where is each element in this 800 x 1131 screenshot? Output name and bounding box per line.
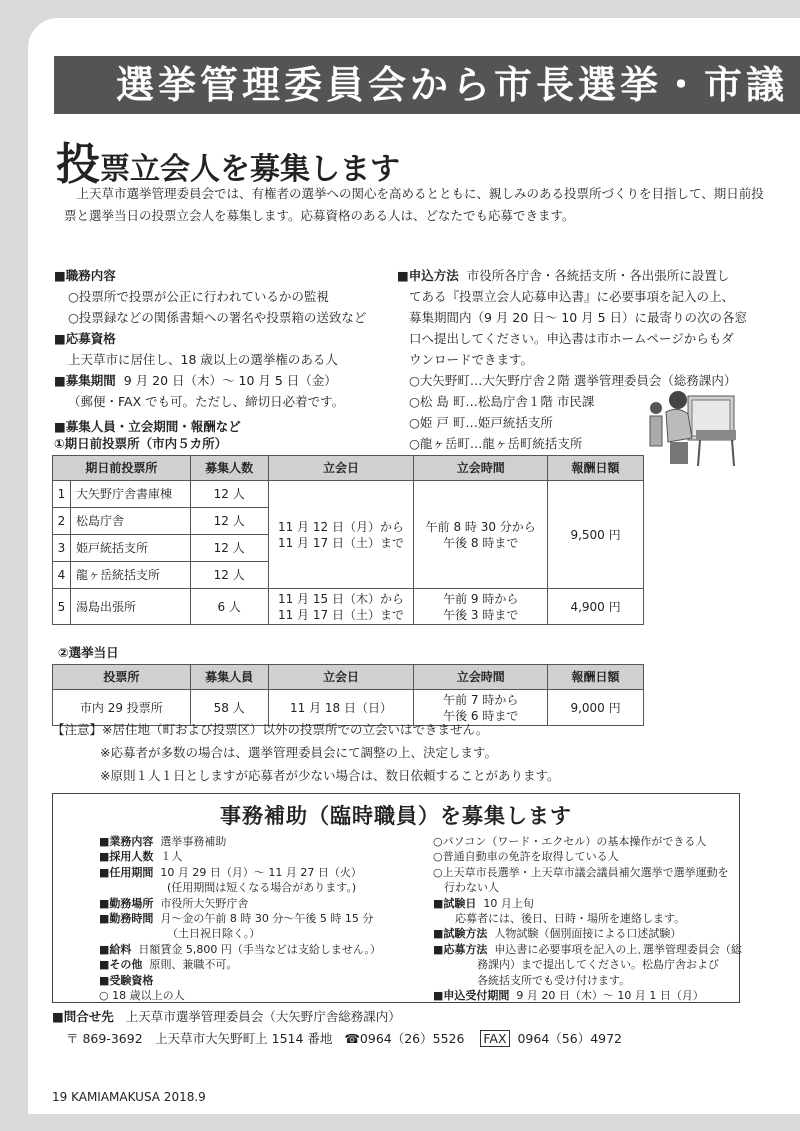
apply-line: てある『投票立会人応募申込書』に必要事項を記入の上、 <box>409 289 735 304</box>
box-item-value: ○普通自動車の免許を取得している人 <box>433 850 619 864</box>
table1-header: 期日前投票所 <box>53 456 191 481</box>
box-item-key: ■勤務場所 <box>99 896 154 910</box>
time-line: 午後 3 時まで <box>443 607 519 622</box>
box-item <box>433 880 742 895</box>
box-item-value: 応募者には、後日、日時・場所を連絡します。 <box>433 912 686 926</box>
heading-initial: 投 <box>56 139 100 190</box>
table2-header: 立会日 <box>268 665 414 690</box>
office-item: ○龍ヶ岳町…龍ヶ岳町統括支所 <box>409 436 583 451</box>
note-line: ※原則１人１日としますが応募者が少ない場合は、数日依頼することがあります。 <box>100 768 560 783</box>
duty-item: ○投票録などの関係書類への署名や投票箱の送致など <box>68 310 367 325</box>
box-item <box>433 865 742 880</box>
early-voting-table <box>52 455 644 625</box>
table1-header: 報酬日額 <box>548 456 644 481</box>
box-item-value: 原則、兼職不可。 <box>149 958 238 972</box>
table2-header: 立会時間 <box>414 665 548 690</box>
box-item <box>99 973 381 988</box>
clerical-assistant-box <box>52 793 740 1003</box>
box-item <box>99 957 381 972</box>
box-item-value: 行わない人 <box>433 881 499 895</box>
box-item-value: 10 月上旬 <box>483 896 534 910</box>
dates-line: 11 月 17 日（土）まで <box>277 607 404 622</box>
duty-item: ○投票所で投票が公正に行われているかの監視 <box>68 289 329 304</box>
section2-subheading: ②選挙当日 <box>58 645 119 660</box>
daily-pay: 9,500 円 <box>548 481 644 589</box>
table1-header: 立会時間 <box>414 456 548 481</box>
phone-number: 0964（26）5526 <box>359 1031 465 1046</box>
contact-org: 上天草市選挙管理委員会（大矢野庁舎総務課内） <box>125 1009 401 1024</box>
box-item <box>433 849 742 864</box>
box-item <box>99 896 381 911</box>
box-item-key: ■給料 <box>99 942 132 956</box>
attendance-time <box>414 481 548 589</box>
box-item-value: 選挙事務補助 <box>160 835 227 848</box>
box-item <box>433 942 742 957</box>
table2-header: 募集人員 <box>190 665 268 690</box>
box-item-value: 10 月 29 日（月）～ 11 月 27 日（火） <box>160 865 362 879</box>
qualification-text: 上天草市に居住し、18 歳以上の選挙権のある人 <box>68 352 338 367</box>
attendance-dates: 11 月 18 日（日） <box>268 690 414 726</box>
box-item <box>99 849 381 864</box>
box-item-value: 各統括支所でも受け付けます。 <box>433 973 631 987</box>
venue-count: 58 人 <box>190 690 268 726</box>
box-right-column <box>433 834 742 1003</box>
note-line: 【注意】※居住地（町および投票区）以外の投票所での立会いはできません。 <box>52 722 489 737</box>
table1-header: 立会日 <box>268 456 414 481</box>
fax-label: FAX <box>480 1030 509 1047</box>
box-item <box>99 865 381 880</box>
box-item-key: ■採用人数 <box>99 850 154 864</box>
intro-paragraph: 上天草市選挙管理委員会では、有権者の選挙への関心を高めるとともに、親しみのある投票所づくりを目指して、期日前投票と選挙当日の投票立会人を募集します。応募資格のある人は、どなたでも応募できます。 <box>64 186 764 223</box>
note-line: ※応募者が多数の場合は、選挙管理委員会にて調整の上、決定します。 <box>100 745 497 760</box>
time-line: 午前 9 時から <box>443 591 519 606</box>
box-item-key: ■試験方法 <box>433 927 488 941</box>
attendance-dates <box>268 481 414 589</box>
apply-line: 募集期間内（9 月 20 日～ 10 月 5 日）に最寄りの次の各窓 <box>409 310 748 325</box>
row-number: 5 <box>53 589 71 625</box>
box-item-value: (任用期間は短くなる場合があります。) <box>167 881 357 895</box>
box-item-value: ○ 18 歳以上の人 <box>99 989 185 1003</box>
dates-line: 11 月 12 日（月）から <box>277 519 404 534</box>
table-row <box>53 481 644 508</box>
left-column <box>54 265 366 412</box>
box-item-value: １人 <box>160 850 183 864</box>
table2-header: 投票所 <box>53 665 191 690</box>
box-item-key: ■試験日 <box>433 896 477 910</box>
heading-rest: 票立会人を募集します <box>100 152 400 187</box>
venue-name: 松島庁舎 <box>70 508 190 535</box>
venue-name: 市内 29 投票所 <box>53 690 191 726</box>
box-item <box>99 834 381 849</box>
box-item <box>433 896 742 911</box>
dates-line: 11 月 17 日（土）まで <box>277 535 404 550</box>
time-line: 午前 7 時から <box>443 692 519 707</box>
box-item <box>99 911 381 926</box>
box-item <box>99 988 381 1003</box>
election-day-table <box>52 664 644 726</box>
period-heading: ■募集期間 <box>54 373 116 388</box>
box-item-value: 9 月 20 日（木）～ 10 月 1 日（月） <box>516 989 704 1003</box>
office-item: ○大矢野町…大矢野庁舎２階 選挙管理委員会（総務課内） <box>409 373 737 388</box>
box-item <box>99 880 381 895</box>
office-item: ○姫 戸 町…姫戸統括支所 <box>409 415 553 430</box>
venue-count: 12 人 <box>190 535 268 562</box>
venue-name: 大矢野庁舎書庫棟 <box>70 481 190 508</box>
box-left-column <box>99 834 381 1003</box>
table2-header: 報酬日額 <box>548 665 644 690</box>
box-item <box>433 988 742 1003</box>
fax-number: 0964（56）4972 <box>517 1031 623 1046</box>
row-number: 1 <box>53 481 71 508</box>
row-number: 2 <box>53 508 71 535</box>
contact-heading: ■問合せ先 <box>52 1009 114 1024</box>
period-text: 9 月 20 日（木）～ 10 月 5 日（金） <box>123 373 337 388</box>
box-item <box>433 973 742 988</box>
table1-header: 募集人数 <box>190 456 268 481</box>
time-line: 午前 8 時 30 分から <box>425 519 536 534</box>
page-footer: 19 KAMIAMAKUSA 2018.9 <box>52 1090 206 1104</box>
table-row <box>53 589 644 625</box>
box-item-value: 市役所大矢野庁舎 <box>160 896 249 910</box>
apply-heading: ■申込方法 <box>397 268 459 283</box>
box-item <box>99 926 381 941</box>
box-item-key: ■応募方法 <box>433 942 488 956</box>
box-item-value: ○パソコン（ワード・エクセル）の基本操作ができる人 <box>433 835 707 848</box>
daily-pay: 9,000 円 <box>548 690 644 726</box>
duties-heading: ■職務内容 <box>54 268 116 283</box>
qualification-heading: ■応募資格 <box>54 331 116 346</box>
phone-icon: ☎ <box>344 1031 360 1046</box>
box-item <box>99 942 381 957</box>
box-item-value: ○上天草市長選挙・上天草市議会議員補欠選挙で選挙運動を <box>433 865 729 879</box>
attendance-time <box>414 589 548 625</box>
apply-line: 口へ提出してください。申込書は市ホームページからもダ <box>409 331 734 346</box>
box-item-key: ■申込受付期間 <box>433 989 510 1003</box>
box-item-value: 人物試験（個別面接による口述試験） <box>494 927 682 941</box>
venue-count: 12 人 <box>190 562 268 589</box>
box-item-value: （土日祝日除く。） <box>167 927 261 941</box>
section1-heading: ■募集人員・立会期間・報酬など <box>54 419 241 434</box>
box-item-value: 月～金の午前 8 時 30 分～午後 5 時 15 分 <box>160 912 374 926</box>
contact-info <box>52 1006 622 1050</box>
daily-pay: 4,900 円 <box>548 589 644 625</box>
box-item-value: 務課内）まで提出してください。松島庁舎および <box>433 958 719 972</box>
venue-name: 龍ヶ岳統括支所 <box>70 562 190 589</box>
box-title: 事務補助（臨時職員）を募集します <box>220 804 572 828</box>
dates-line: 11 月 15 日（木）から <box>277 591 404 606</box>
office-item: ○松 島 町…松島庁舎１階 市民課 <box>409 394 595 409</box>
venue-name: 湯島出張所 <box>70 589 190 625</box>
notes <box>52 718 559 787</box>
venue-count: 12 人 <box>190 508 268 535</box>
page <box>28 18 800 1114</box>
venue-name: 姫戸統括支所 <box>70 535 190 562</box>
box-item-key: ■勤務時間 <box>99 912 154 926</box>
time-line: 午後 6 時まで <box>443 708 519 723</box>
box-item-key: ■任用期間 <box>99 865 154 879</box>
postal-address: 〒 869-3692 上天草市大矢野町上 1514 番地 <box>66 1031 333 1046</box>
row-number: 3 <box>53 535 71 562</box>
box-item <box>433 911 742 926</box>
box-item-value: 申込書に必要事項を記入の上､選挙管理委員会（総 <box>494 942 742 956</box>
intro-text <box>64 183 764 227</box>
voting-illustration-icon <box>648 378 744 468</box>
banner-title: 選挙管理委員会から市長選挙・市議 <box>54 56 800 114</box>
box-item <box>433 834 742 849</box>
box-item <box>433 926 742 941</box>
box-item-key: ■その他 <box>99 958 143 972</box>
venue-count: 6 人 <box>190 589 268 625</box>
apply-line: ウンロードできます。 <box>409 352 534 367</box>
box-item <box>433 957 742 972</box>
section1-subheading: ①期日前投票所（市内５カ所） <box>54 436 228 451</box>
box-item-key: ■受験資格 <box>99 973 154 987</box>
row-number: 4 <box>53 562 71 589</box>
box-item-value: 日額賃金 5,800 円（手当などは支給しません。） <box>138 942 382 956</box>
box-item-key: ■業務内容 <box>99 835 154 848</box>
time-line: 午後 8 時まで <box>443 535 519 550</box>
apply-line: 市役所各庁舎・各統括支所・各出張所に設置し <box>466 268 730 283</box>
venue-count: 12 人 <box>190 481 268 508</box>
period-note: （郵便・FAX でも可。ただし、締切日必着です。 <box>68 394 345 409</box>
attendance-dates <box>268 589 414 625</box>
